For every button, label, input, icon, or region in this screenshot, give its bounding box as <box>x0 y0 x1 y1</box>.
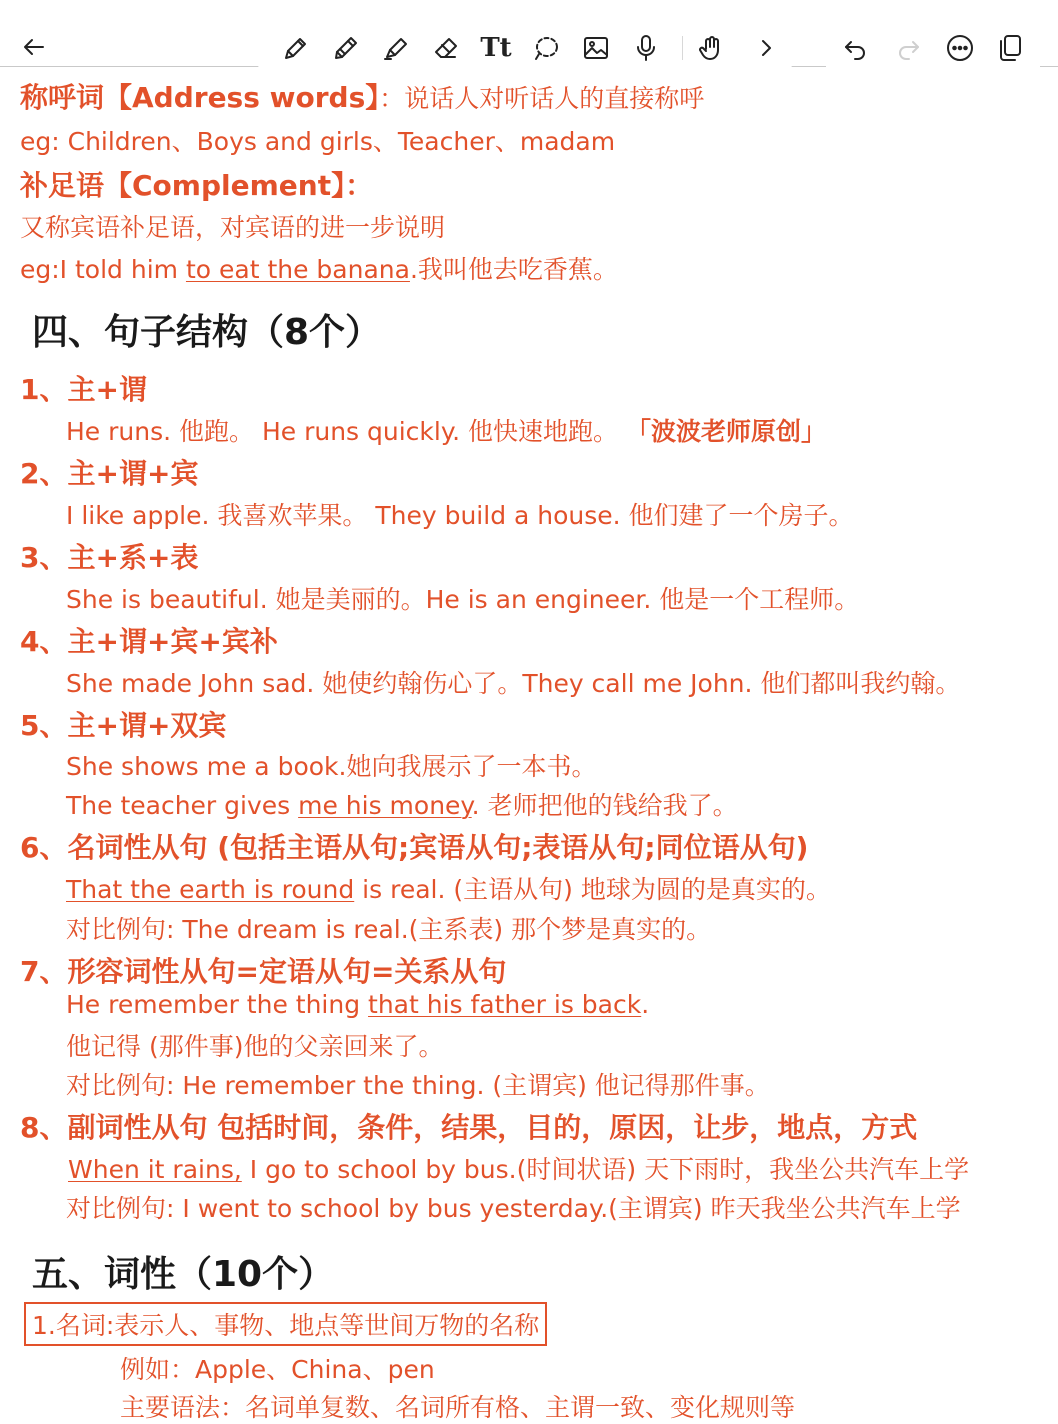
structure-6-example-1 <box>66 870 831 906</box>
structure-8-example-2: 对比例句: I went to school by bus yesterday.(主谓宾) 昨天我坐公共汽车上学 <box>66 1194 961 1223</box>
chevron-right-icon[interactable] <box>746 28 786 68</box>
noun-examples: 例如：Apple、China、pen <box>120 1355 435 1384</box>
structure-7-example-3: 对比例句: He remember the thing. (主谓宾) 他记得那件事。 <box>66 1071 770 1100</box>
noun-definition-box: 1.名词:表示人、事物、地点等世间万物的名称 <box>24 1302 547 1346</box>
structure-7-example-1 <box>66 990 649 1019</box>
complement-example-pre: eg:I told him <box>20 255 186 284</box>
address-words-colon: ： <box>379 84 405 113</box>
structure-6-example-2: 对比例句: The dream is real.(主系表) 那个梦是真实的。 <box>66 915 712 944</box>
section-5-title: 五、词性（10个） <box>32 1254 335 1295</box>
structure-6-heading: 6、名词性从句 (包括主语从句;宾语从句;表语从句;同位语从句) <box>20 831 809 864</box>
address-words-heading-line <box>20 76 704 116</box>
address-words-heading: 称呼词【Address words】 <box>20 81 380 114</box>
more-icon[interactable] <box>940 28 980 68</box>
undo-icon[interactable] <box>836 28 876 68</box>
structure-7-example-1-pre: He remember the thing <box>66 990 369 1019</box>
structure-1-heading: 1、主+谓 <box>20 373 147 406</box>
structure-8-example-1-post: I go to school by bus.(时间状语) 天下雨时，我坐公共汽车上学 <box>241 1155 970 1184</box>
structure-8-example-1 <box>68 1150 969 1186</box>
structure-3-example: She is beautiful. 她是美丽的。He is an engineer. 他是一个工程师。 <box>66 585 860 614</box>
structure-4-heading: 4、主+谓+宾+宾补 <box>20 625 278 658</box>
complement-example <box>20 250 618 286</box>
complement-example-underlined: to eat the banana <box>185 255 410 284</box>
structure-6-example-1-post: is real. (主语从句) 地球为圆的是真实的。 <box>354 875 831 904</box>
lasso-icon[interactable] <box>526 28 566 68</box>
section-4-title: 四、句子结构（8个） <box>32 312 382 353</box>
complement-desc: 又称宾语补足语，对宾语的进一步说明 <box>20 213 446 242</box>
structure-5-example-1: She shows me a book.她向我展示了一本书。 <box>66 752 597 781</box>
structure-5-example-2-underlined: me his money <box>298 791 472 820</box>
structure-8-example-1-underlined: When it rains, <box>68 1155 242 1184</box>
microphone-icon[interactable] <box>626 28 666 68</box>
address-words-desc: 说话人对听话人的直接称呼 <box>404 84 705 113</box>
structure-3-heading: 3、主+系+表 <box>20 541 199 574</box>
noun-grammar: 主要语法：名词单复数、名词所有格、主谓一致、变化规则等 <box>120 1393 796 1422</box>
hand-icon[interactable] <box>692 28 732 68</box>
structure-7-example-1-underlined: that his father is back <box>368 990 642 1019</box>
structure-7-heading: 7、形容词性从句=定语从句=关系从句 <box>20 955 507 988</box>
toolbar-vertical-divider <box>682 36 683 60</box>
back-icon[interactable] <box>14 27 54 67</box>
structure-5-example-2-post: . 老师把他的钱给我了。 <box>471 791 738 820</box>
redo-icon[interactable] <box>888 28 928 68</box>
pages-icon[interactable] <box>990 28 1030 68</box>
structure-5-example-2 <box>66 786 738 822</box>
original-credit-badge: 「波波老师原创」 <box>625 417 826 446</box>
complement-example-post: .我叫他去吃香蕉。 <box>409 255 618 284</box>
image-icon[interactable] <box>576 28 616 68</box>
toolbar-divider-right <box>1040 66 1058 67</box>
text-tool-icon[interactable]: Tt <box>480 33 512 63</box>
address-words-example: eg: Children、Boys and girls、Teacher、madam <box>20 127 616 156</box>
toolbar-divider-mid <box>790 66 826 67</box>
structure-1-text: He runs. 他跑。 He runs quickly. 他快速地跑。 <box>66 417 618 446</box>
structure-5-example-2-pre: The teacher gives <box>66 791 299 820</box>
structure-1-example <box>66 412 826 448</box>
complement-heading: 补足语【Complement】： <box>20 169 374 202</box>
structure-4-example: She made John sad. 她使约翰伤心了。They call me John. 他们都叫我约翰。 <box>66 669 961 698</box>
pen-icon[interactable] <box>276 28 316 68</box>
structure-6-example-1-underlined: That the earth is round <box>66 875 355 904</box>
structure-8-heading: 8、副词性从句 包括时间，条件，结果，目的，原因，让步，地点，方式 <box>20 1111 918 1144</box>
structure-5-heading: 5、主+谓+双宾 <box>20 709 227 742</box>
pencil-icon[interactable] <box>326 28 366 68</box>
structure-2-heading: 2、主+谓+宾 <box>20 457 199 490</box>
highlighter-icon[interactable] <box>376 28 416 68</box>
structure-7-example-2: 他记得 (那件事)他的父亲回来了。 <box>66 1032 444 1061</box>
structure-2-example: I like apple. 我喜欢苹果。 They build a house. 他们建了一个房子。 <box>66 501 854 530</box>
eraser-icon[interactable] <box>426 28 466 68</box>
structure-7-example-1-post: . <box>641 990 650 1019</box>
